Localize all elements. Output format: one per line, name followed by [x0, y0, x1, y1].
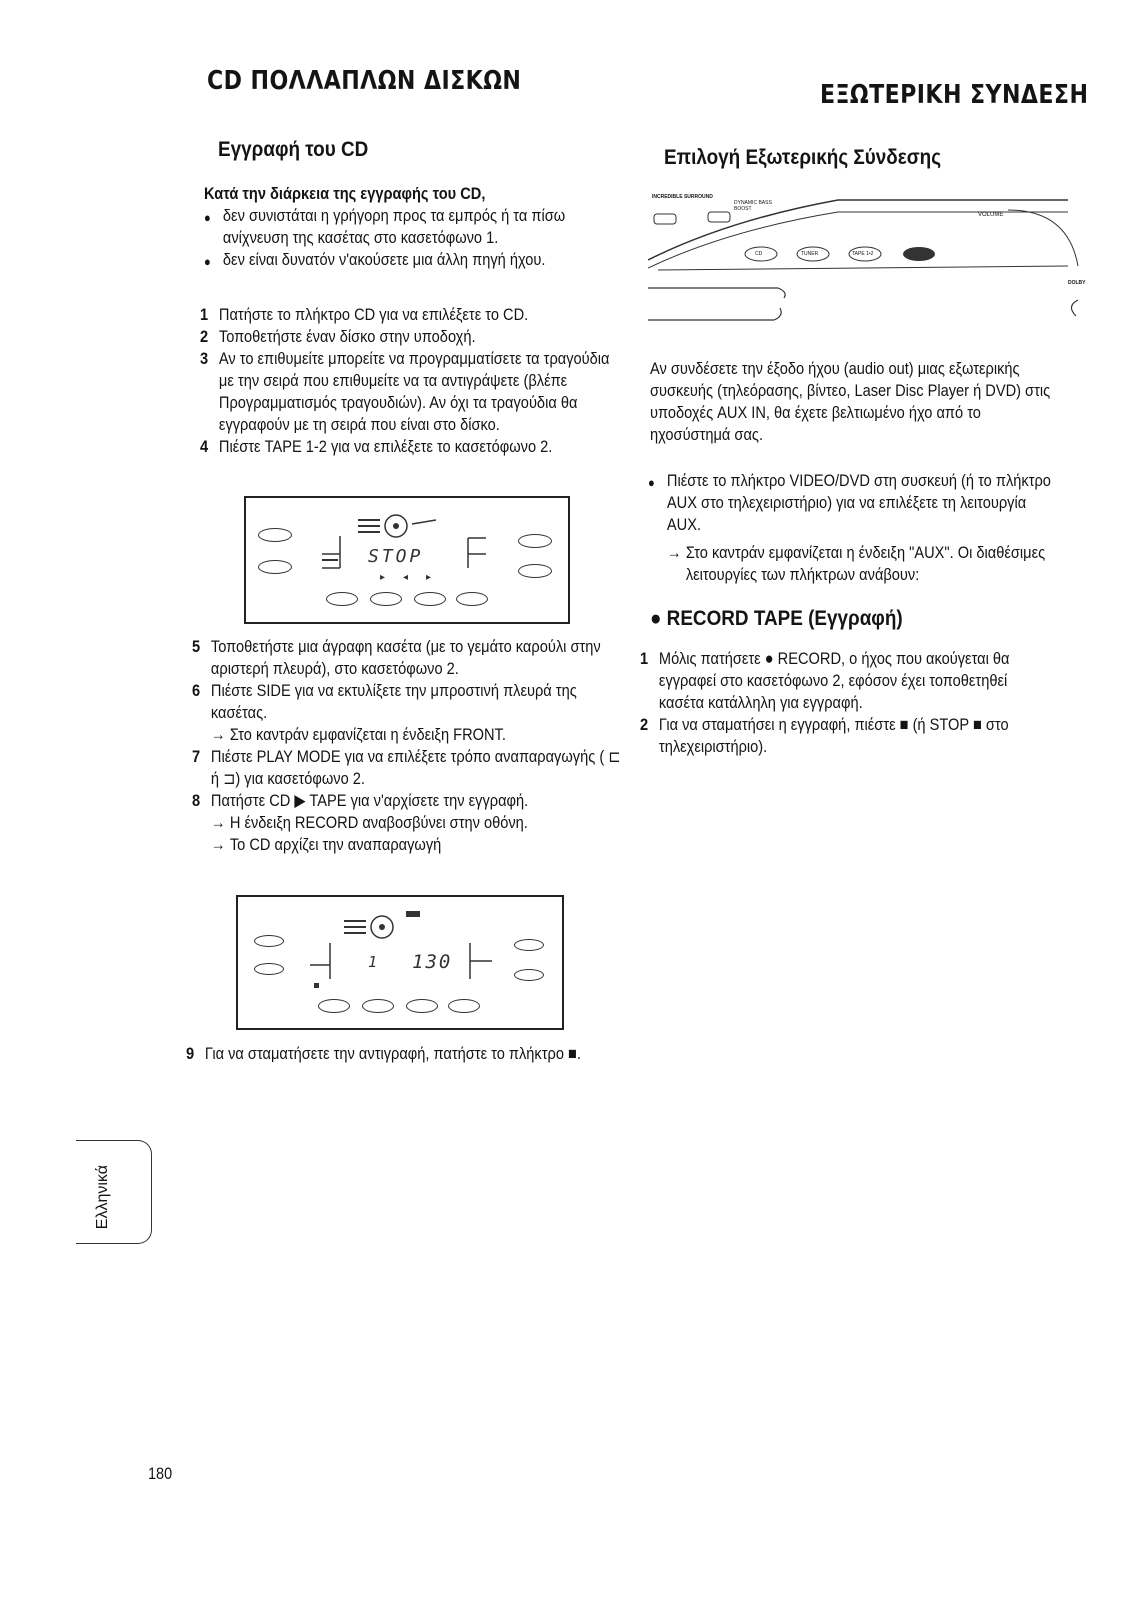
panel-button-icon	[370, 592, 402, 606]
panel-button-icon	[456, 592, 488, 606]
step-text: Στο καντράν εμφανίζεται η ένδειξη FRONT.	[229, 725, 506, 744]
intro-text: Κατά την διάρκεια της εγγραφής του CD,	[204, 184, 486, 203]
step-number: 9	[186, 1044, 195, 1063]
step-number: 7	[192, 747, 201, 766]
left-section-title: CD ΠΟΛΛΑΠΛΩΝ ΔΙΣΚΩΝ	[207, 66, 522, 96]
step-note	[192, 724, 622, 746]
panel-button-icon	[448, 999, 480, 1013]
step-number: 1	[200, 305, 209, 324]
panel-button-icon	[518, 534, 552, 548]
track-number: 1	[368, 953, 378, 971]
step-text: Για να σταματήσετε την αντιγραφή, πατήστε το πλήκτρο ■.	[204, 1044, 581, 1063]
display-panel-stop	[244, 496, 570, 624]
steps-a-list	[200, 304, 621, 458]
step-item	[200, 326, 621, 348]
step-number: 2	[200, 327, 209, 346]
step-text: Το CD αρχίζει την αναπαραγωγή	[229, 835, 442, 854]
bullet-item	[648, 470, 1052, 536]
bullet-icon: ●	[648, 475, 655, 490]
incredible-surround-label: INCREDIBLE SURROUND	[652, 194, 713, 200]
step-note	[192, 834, 622, 856]
panel-button-icon	[254, 963, 284, 975]
disc-indicator-icon	[342, 905, 432, 941]
playback-direction-icon: ▸◂▸	[380, 572, 450, 583]
disc-indicator-icon	[358, 506, 438, 542]
step-text: Τοποθετήστε έναν δίσκο στην υποδοχή.	[218, 327, 476, 346]
step-number: 3	[200, 349, 209, 368]
page-number: 180	[148, 1464, 173, 1483]
step-item	[192, 790, 622, 812]
panel-button-icon	[258, 528, 292, 542]
left-subtitle: Εγγραφή του CD	[218, 138, 369, 161]
step-number: 5	[192, 637, 201, 656]
step-text: Η ένδειξη RECORD αναβοσβύνει στην οθόνη.	[229, 813, 528, 832]
left-intro-block	[204, 183, 617, 273]
bullet-text: δεν είναι δυνατόν ν'ακούσετε μια άλλη πηγή ήχου.	[222, 250, 546, 269]
tape-right-icon	[460, 941, 494, 981]
record-indicator-icon	[314, 983, 319, 988]
step-text: Πιέστε SIDE για να εκτυλίξετε την μπροστινή πλευρά της κασέτας.	[210, 681, 577, 722]
bullet-text: δεν συνιστάται η γρήγορη προς τα εμπρός ή τα πίσω ανίχνευση της κασέτας στο κασετόφωνο 1.	[222, 206, 566, 247]
step-text: Για να σταματήσει η εγγραφή, πιέστε ■ (ή STOP ■ στο τηλεχειριστήριο).	[658, 715, 1009, 756]
language-tab-label: Ελληνικά	[94, 1165, 111, 1230]
step-item	[192, 680, 622, 724]
tuner-button-label: TUNER	[801, 251, 819, 257]
panel-button-icon	[326, 592, 358, 606]
tape-left-icon	[320, 534, 354, 570]
step-text: Πατήστε CD ▶ TAPE για ν'αρχίσετε την εγγραφή.	[210, 791, 529, 810]
step-number: 4	[200, 437, 209, 456]
note-text: Στο καντράν εμφανίζεται η ένδειξη "AUX". Οι διαθέσιμες λειτουργίες των πλήκτρων ανάβουν:	[685, 543, 1046, 584]
elapsed-time: 130	[412, 951, 453, 973]
step-item	[192, 746, 622, 790]
panel-button-icon	[362, 999, 394, 1013]
right-instructions	[648, 470, 1052, 586]
step-text: Πιέστε PLAY MODE για να επιλέξετε τρόπο αναπαραγωγής ( ⊏ ή ⊐) για κασετόφωνο 2.	[210, 747, 621, 788]
step-item	[200, 436, 621, 458]
right-subtitle: Επιλογή Εξωτερικής Σύνδεσης	[664, 146, 942, 169]
volume-label: VOLUME	[978, 212, 1004, 218]
panel-button-icon	[258, 560, 292, 574]
panel-button-icon	[514, 969, 544, 981]
arrow-icon: →	[666, 543, 682, 562]
step-text: Πατήστε το πλήκτρο CD για να επιλέξετε το CD.	[218, 305, 529, 324]
record-tape-heading: ● RECORD TAPE (Εγγραφή)	[650, 607, 903, 630]
step-item	[200, 304, 621, 326]
tape-right-icon	[454, 534, 488, 570]
panel-button-icon	[414, 592, 446, 606]
step-number: 6	[192, 681, 201, 700]
step-item	[200, 348, 621, 436]
step-9	[186, 1043, 616, 1065]
step-item	[640, 714, 1044, 758]
panel-button-icon	[318, 999, 350, 1013]
record-steps-list	[640, 648, 1044, 758]
tape-button-label: TAPE 1•2	[852, 251, 874, 257]
tape-left-icon	[308, 941, 342, 981]
bullet-item	[204, 249, 617, 273]
device-front-panel	[648, 180, 1088, 330]
panel-button-icon	[514, 939, 544, 951]
step-note	[648, 542, 1052, 586]
bullet-item	[204, 205, 617, 249]
arrow-icon: →	[210, 835, 226, 854]
step-number: 1	[640, 649, 649, 668]
arrow-icon: →	[210, 813, 226, 832]
display-status-text: STOP	[368, 546, 424, 567]
panel-button-icon	[518, 564, 552, 578]
step-item	[186, 1043, 616, 1065]
step-number: 2	[640, 715, 649, 734]
step-item	[640, 648, 1044, 714]
step-text: Πιέστε TAPE 1-2 για να επιλέξετε το κασετόφωνο 2.	[218, 437, 553, 456]
step-text: Τοποθετήστε μια άγραφη κασέτα (με το γεμάτο καρούλι στην αριστερή πλευρά), στο κασετόφωνο 2.	[210, 637, 601, 678]
panel-button-icon	[406, 999, 438, 1013]
arrow-icon: →	[210, 725, 226, 744]
steps-b-list	[192, 636, 622, 856]
bullet-icon: ●	[204, 254, 211, 269]
bullet-icon: ●	[204, 210, 211, 225]
dolby-logo: DOLBY	[1068, 280, 1086, 286]
step-item	[192, 636, 622, 680]
step-text: Αν το επιθυμείτε μπορείτε να προγραμματίσετε τα τραγούδια με την σειρά που επιθυμείτε να τα αντιγράψετε (βλέπε Προγραμματισμός τραγουδιών). Αν όχι τα τραγούδια θα εγγραφούν με τη σειρά που είναι στο δίσκο.	[218, 349, 610, 434]
language-tab	[76, 1140, 152, 1244]
step-note	[192, 812, 622, 834]
cd-button-label: CD	[755, 251, 763, 257]
step-number: 8	[192, 791, 201, 810]
step-text: Μόλις πατήσετε ● RECORD, ο ήχος που ακούγεται θα εγγραφεί στο κασετόφωνο 2, εφόσον έχει τοποθετηθεί κασέτα κατάλληλη για εγγραφή.	[658, 649, 1010, 712]
right-section-title: ΕΞΩΤΕΡΙΚΗ ΣΥΝΔΕΣΗ	[820, 80, 1089, 110]
panel-button-icon	[254, 935, 284, 947]
dynamic-bass-label: DYNAMIC BASS BOOST	[734, 200, 772, 212]
right-intro-paragraph: Αν συνδέσετε την έξοδο ήχου (audio out) μιας εξωτερικής συσκευής (τηλεόρασης, βίντεο, Laser Disc Player ή DVD) στις υποδοχές AUX IN, θα έχετε βελτιωμένο ήχο από το ηχοσύστημά σας.	[650, 359, 1051, 444]
bullet-text: Πιέστε το πλήκτρο VIDEO/DVD στη συσκευή (ή το πλήκτρο AUX στο τηλεχειριστήριο) για να επιλέξετε τη λειτουργία AUX.	[666, 471, 1051, 534]
display-panel-record	[236, 895, 564, 1030]
